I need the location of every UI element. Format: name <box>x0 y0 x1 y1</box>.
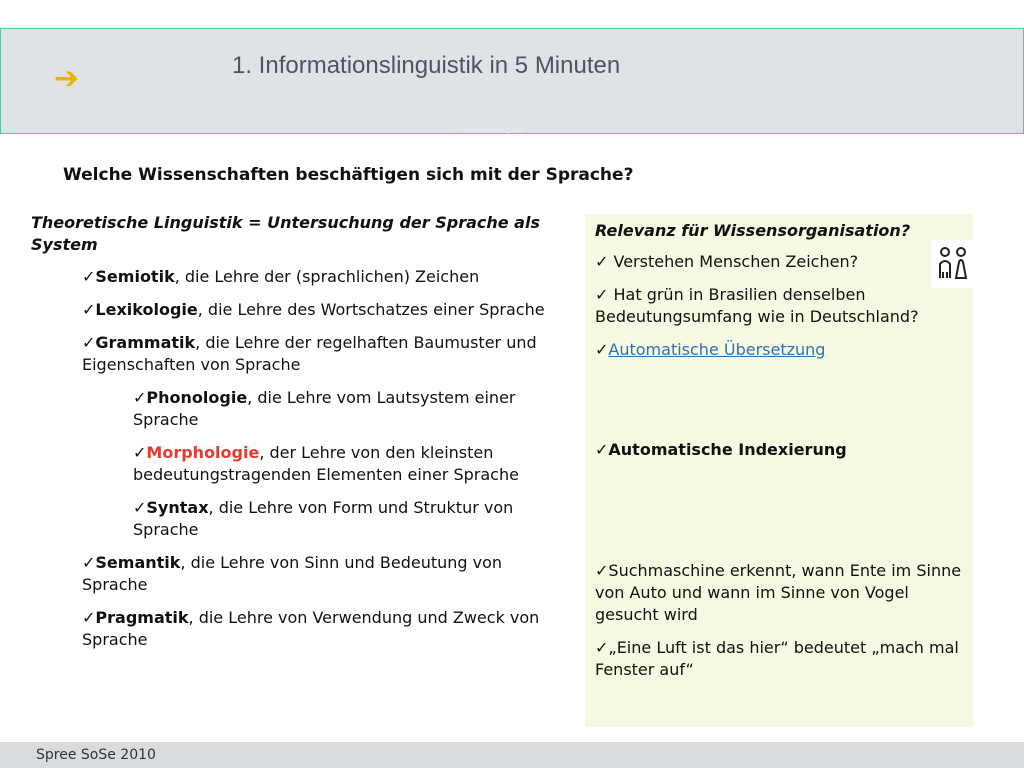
check-icon: ✓ <box>82 300 96 319</box>
relevance-item: ✓ Verstehen Menschen Zeichen? <box>595 252 859 271</box>
relevance-content <box>595 220 965 692</box>
left-column <box>31 212 561 662</box>
people-icon-graphic <box>931 240 973 288</box>
left-heading: Theoretische Linguistik = Untersuchung der Sprache als System <box>31 213 540 254</box>
relevance-heading: Relevanz für Wissensorganisation? <box>595 221 911 240</box>
check-icon: ✓ <box>82 267 96 286</box>
check-icon: ✓ <box>595 440 609 459</box>
term-description: , die Lehre des Wortschatzes einer Sprache <box>197 300 545 319</box>
arrow-icon: ➔ <box>54 61 80 96</box>
list-item-morphologie <box>31 442 561 486</box>
check-icon: ✓ <box>82 608 96 627</box>
list-item-syntax <box>31 497 561 541</box>
term: Morphologie <box>146 443 260 462</box>
list-item-phonologie <box>31 387 561 431</box>
check-icon: ✓ <box>82 553 96 572</box>
check-icon: ✓ <box>133 388 147 407</box>
term: Semantik <box>95 553 181 572</box>
slide-footer <box>0 742 1024 768</box>
relevance-item: ✓„Eine Luft ist das hier“ bedeutet „mach mal Fenster auf“ <box>595 638 959 679</box>
indexierung-label: Automatische Indexierung <box>608 440 847 459</box>
term: Grammatik <box>95 333 196 352</box>
relevance-item: ✓Suchmaschine erkennt, wann Ente im Sinne von Auto und wann im Sinne von Vogel gesucht wird <box>595 561 962 624</box>
term: Pragmatik <box>95 608 189 627</box>
term: Syntax <box>146 498 209 517</box>
list-item-semiotik <box>31 266 561 288</box>
term-description: , die Lehre der regelhaften Baumuster und Eigenschaften von Sprache <box>82 333 537 374</box>
check-icon: ✓ <box>82 333 96 352</box>
people-icon <box>931 240 973 288</box>
automatische-uebersetzung-link[interactable]: Automatische Übersetzung <box>608 340 826 359</box>
footer-text: Spree SoSe 2010 <box>36 747 156 763</box>
term-description: , die Lehre von Sinn und Bedeutung von Sprache <box>82 553 503 594</box>
question-heading: Welche Wissenschaften beschäftigen sich mit der Sprache? <box>63 165 634 185</box>
term: Phonologie <box>146 388 248 407</box>
check-icon: ✓ <box>133 498 147 517</box>
term-description: , die Lehre von Form und Struktur von Sprache <box>133 498 514 539</box>
term-description: , die Lehre der (sprachlichen) Zeichen <box>174 267 480 286</box>
list-item-grammatik <box>31 332 561 376</box>
check-icon: ✓ <box>133 443 147 462</box>
term-description: , die Lehre vom Lautsystem einer Sprache <box>133 388 516 429</box>
check-icon: ✓ <box>595 340 609 359</box>
relevance-item <box>595 439 965 461</box>
relevance-box <box>585 214 973 727</box>
term: Semiotik <box>95 267 175 286</box>
list-item-semantik <box>31 552 561 596</box>
relevance-item <box>595 339 965 361</box>
list-item-pragmatik <box>31 607 561 651</box>
term-description: , der Lehre von den kleinsten bedeutungstragenden Elementen einer Sprache <box>133 443 519 484</box>
list-item-lexikologie <box>31 299 561 321</box>
slide-header <box>0 28 1024 134</box>
header-subtitle: Informationslinguistik <box>460 127 526 134</box>
term: Lexikologie <box>95 300 198 319</box>
term-description: , die Lehre von Verwendung und Zweck von Sprache <box>82 608 540 649</box>
relevance-item: ✓ Hat grün in Brasilien denselben Bedeutungsumfang wie in Deutschland? <box>595 285 919 326</box>
slide-title: 1. Informationslinguistik in 5 Minuten <box>232 52 621 79</box>
